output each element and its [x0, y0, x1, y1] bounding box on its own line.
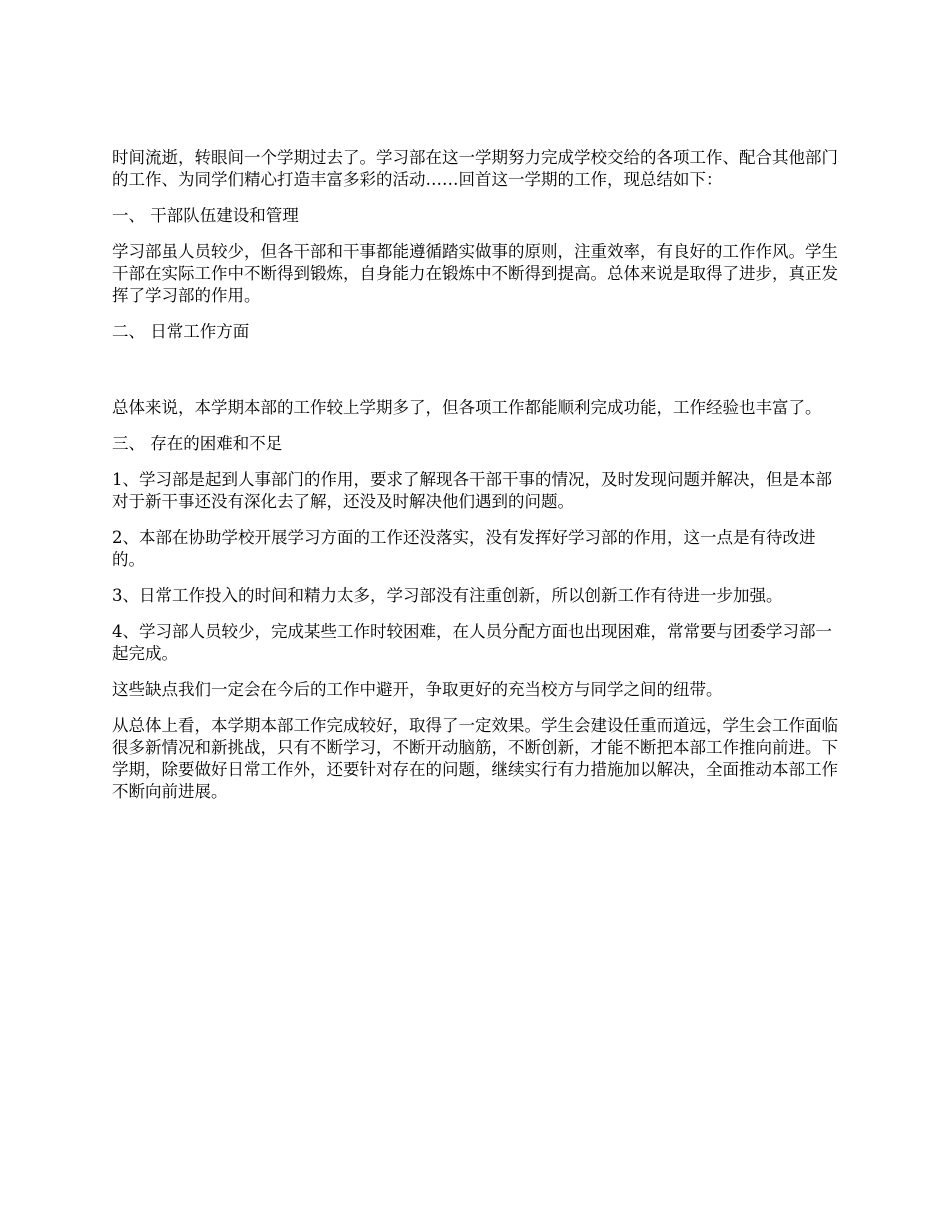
list-item: 1、学习部是起到人事部门的作用，要求了解现各干部干事的情况，及时发现问题并解决，但是本部对于新干事还没有深化去了解，还没及时解决他们遇到的问题。	[112, 470, 832, 511]
document-body	[112, 147, 840, 817]
list-item: 4、学习部人员较少，完成某些工作时较困难，在人员分配方面也出现困难，常常要与团委学习部一起完成。	[112, 622, 832, 663]
section-paragraph-cadre: 学习部虽人员较少，但各干部和干事都能遵循踏实做事的原则，注重效率，有良好的工作作风。学生干部在实际工作中不断得到锻炼，自身能力在锻炼中不断得到提高。总体来说是取得了进步，真正发挥了学习部的作用。	[112, 242, 838, 305]
closing-paragraph-summary: 从总体上看，本学期本部工作完成较好，取得了一定效果。学生会建设任重而道远，学生会工作面临很多新情况和新挑战，只有不断学习，不断开动脑筋，不断创新，才能不断把本部工作推向前进。下学期，除要做好日常工作外，还要针对存在的问题，继续实行有力措施加以解决，全面推动本部工作不断向前进展。	[112, 716, 838, 801]
list-item: 3、日常工作投入的时间和精力太多，学习部没有注重创新，所以创新工作有待进一步加强。	[112, 586, 783, 605]
closing-paragraph-shortcomings: 这些缺点我们一定会在今后的工作中避开，争取更好的充当校方与同学之间的纽带。	[112, 680, 723, 699]
section-paragraph-daily-work: 总体来说，本学期本部的工作较上学期多了，但各项工作都能顺利完成功能，工作经验也丰富了。	[112, 398, 822, 417]
section-heading-daily-work: 二、 日常工作方面	[112, 322, 250, 341]
intro-paragraph: 时间流逝，转眼间一个学期过去了。学习部在这一学期努力完成学校交给的各项工作、配合其他部门的工作、为同学们精心打造丰富多彩的活动……回首这一学期的工作，现总结如下：	[112, 148, 838, 189]
section-heading-cadre: 一、 干部队伍建设和管理	[112, 206, 299, 225]
list-item: 2、本部在协助学校开展学习方面的工作还没落实，没有发挥好学习部的作用，这一点是有待改进的。	[112, 528, 816, 569]
blank-space	[112, 357, 840, 397]
section-heading-difficulties: 三、 存在的困难和不足	[112, 434, 283, 453]
